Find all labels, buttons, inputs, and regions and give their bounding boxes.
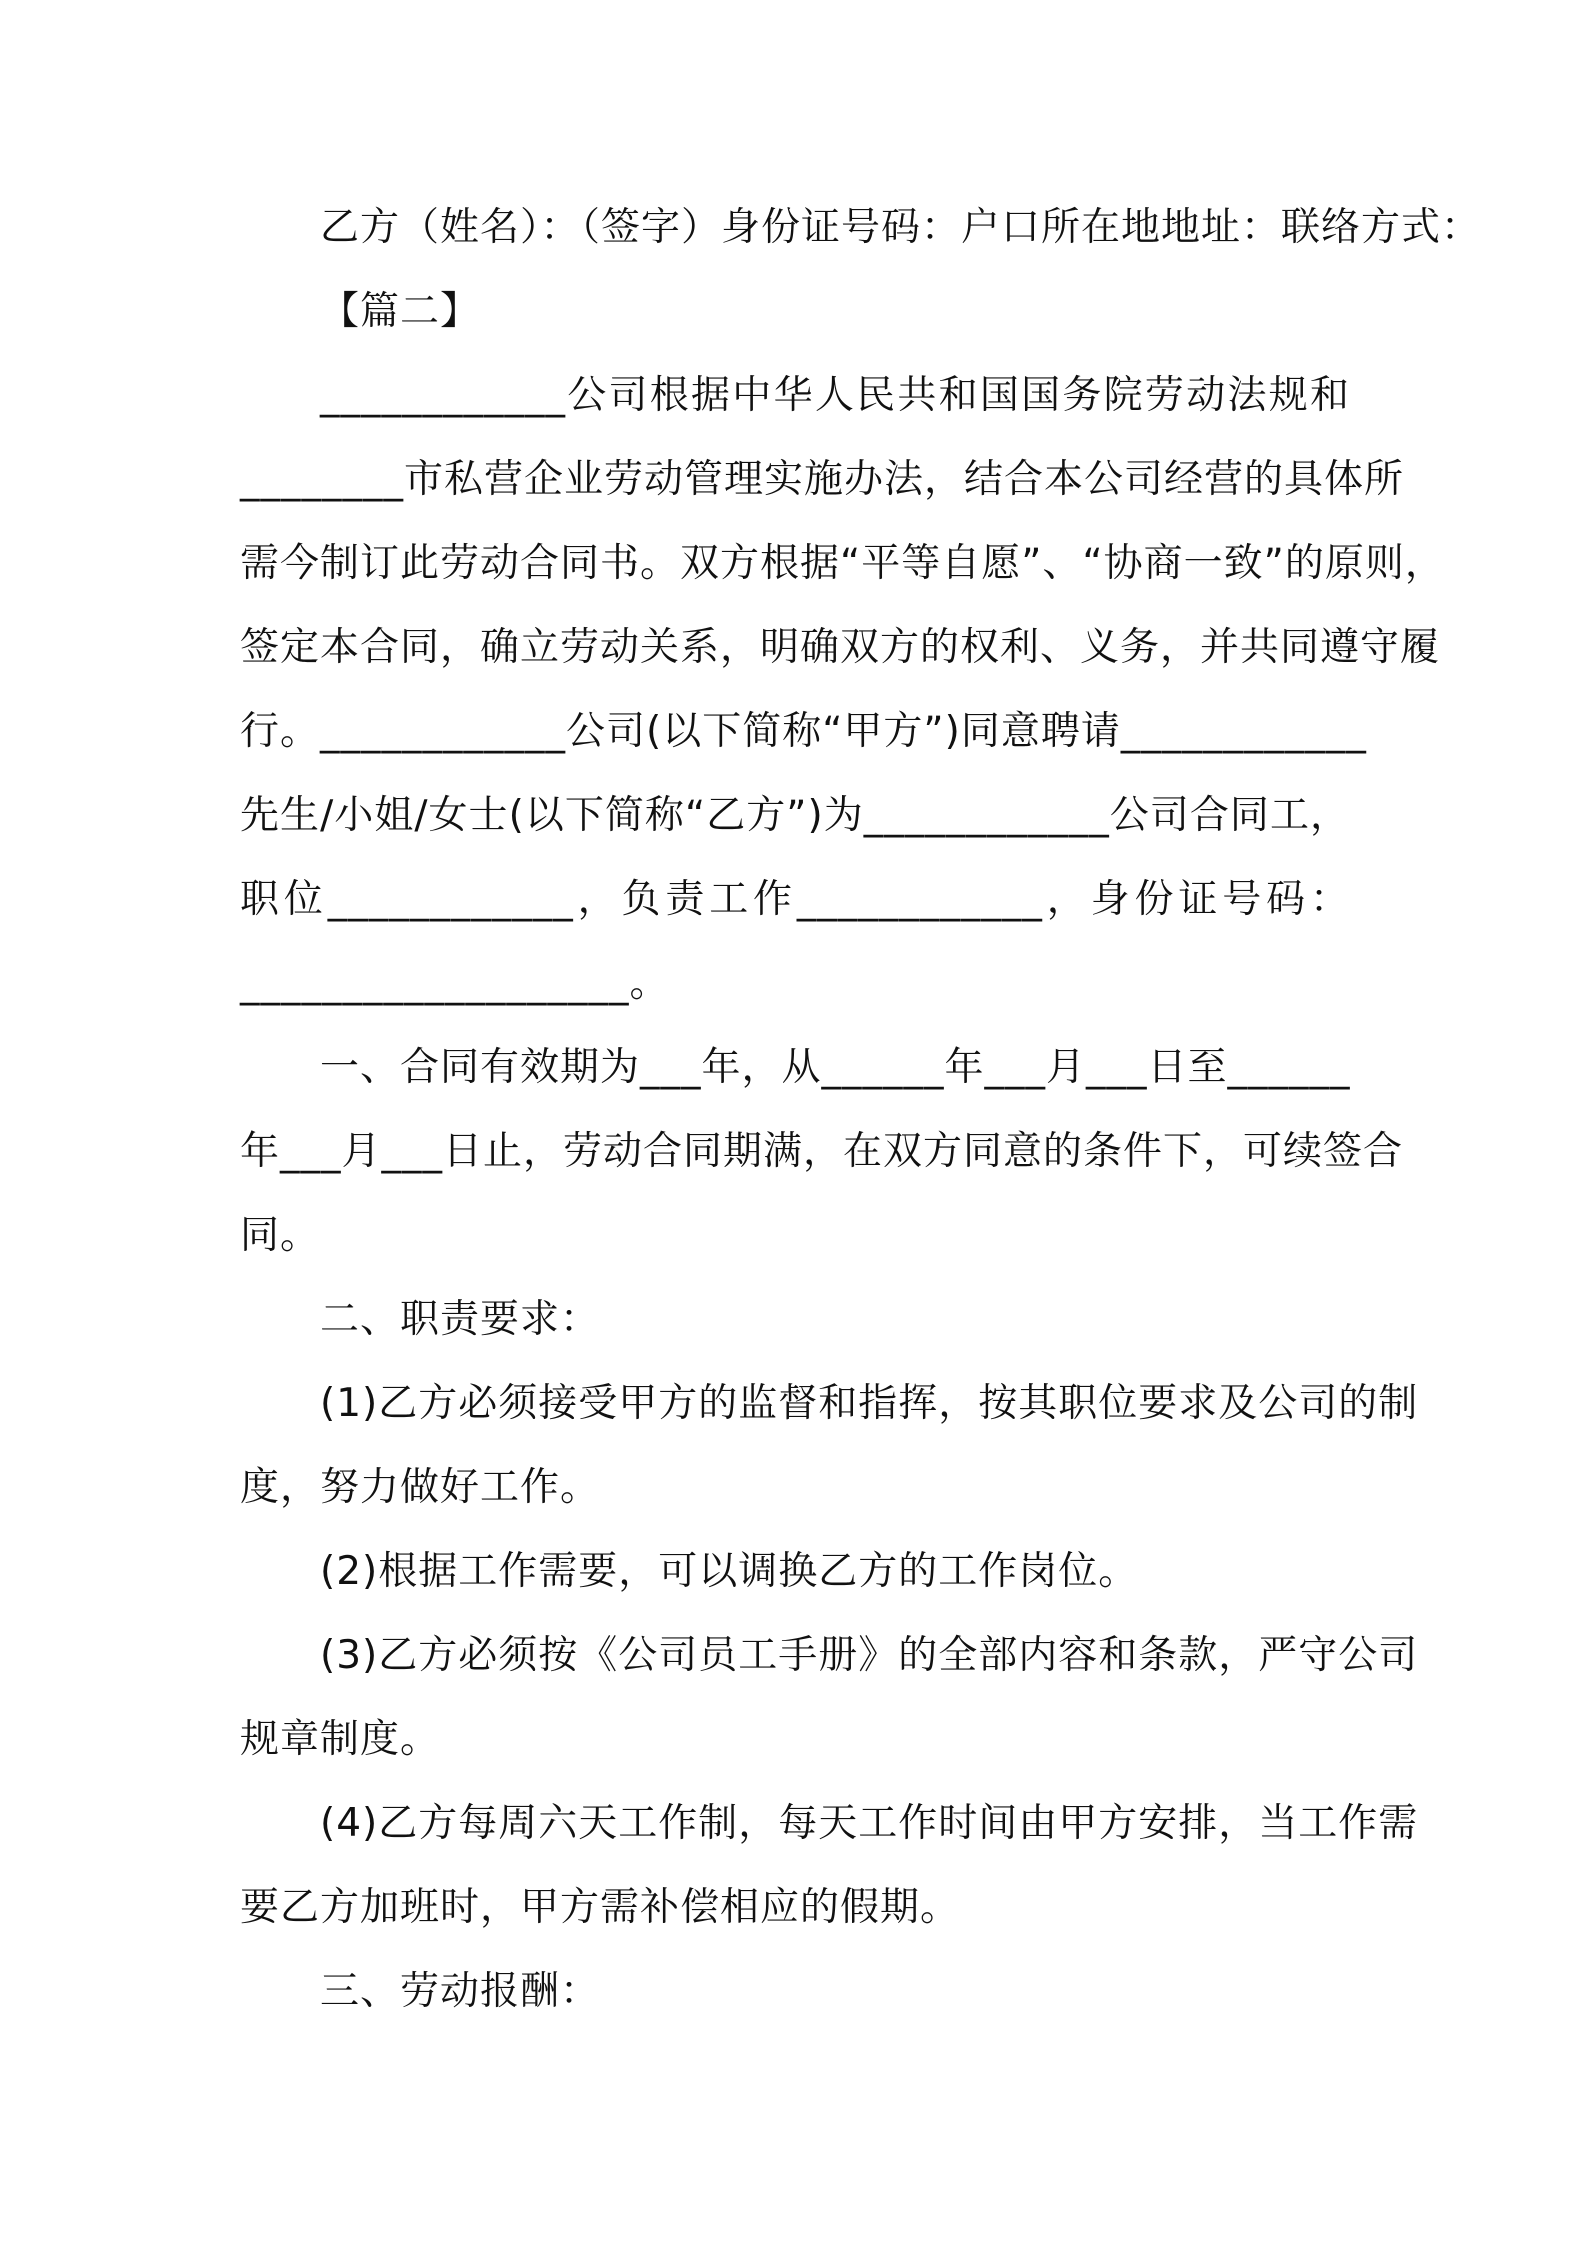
clause-2-item-1-line-2: 度，努力做好工作。 (240, 1465, 601, 1510)
clause-2-item-1-line-1: (1)乙方必须接受甲方的监督和指挥，按其职位要求及公司的制 (320, 1381, 1419, 1426)
clause-1-line-1: 一、合同有效期为___年，从______年___月___日至______ (320, 1045, 1351, 1090)
clause-2-item-3-line-1: (3)乙方必须按《公司员工手册》的全部内容和条款，严守公司 (320, 1633, 1419, 1678)
clause-2-item-3-line-2: 规章制度。 (240, 1717, 441, 1762)
clause-2-item-4-line-1: (4)乙方每周六天工作制，每天工作时间由甲方安排，当工作需 (320, 1801, 1419, 1846)
clause-2-item-4-line-2: 要乙方加班时，甲方需补偿相应的假期。 (240, 1885, 961, 1930)
clause-2-heading: 二、职责要求： (320, 1297, 601, 1342)
preamble-line-8: ___________________。 (240, 961, 670, 1006)
preamble-line-1: ____________公司根据中华人民共和国国务院劳动法规和 (320, 373, 1350, 418)
section-heading-part-two: 【篇二】 (320, 289, 481, 334)
clause-3-heading: 三、劳动报酬： (320, 1969, 601, 2014)
preamble-line-4: 签定本合同，确立劳动关系，明确双方的权利、义务，并共同遵守履 (240, 625, 1441, 670)
clause-2-item-2: (2)根据工作需要，可以调换乙方的工作岗位。 (320, 1549, 1139, 1594)
preamble-line-3: 需今制订此劳动合同书。双方根据“平等自愿”、“协商一致”的原则， (240, 541, 1445, 586)
preamble-line-6: 先生/小姐/女士(以下简称“乙方”)为____________公司合同工， (240, 793, 1350, 838)
preamble-line-2: ________市私营企业劳动管理实施办法，结合本公司经营的具体所 (240, 457, 1405, 502)
party-b-info-line: 乙方（姓名）：（签字）身份证号码：户口所在地地址：联络方式： (320, 205, 1482, 250)
preamble-line-7: 职位____________，负责工作____________，身份证号码： (240, 877, 1350, 922)
clause-1-line-2: 年___月___日止，劳动合同期满，在双方同意的条件下，可续签合 (240, 1129, 1404, 1174)
preamble-line-5: 行。____________公司(以下简称“甲方”)同意聘请____________ (240, 709, 1367, 754)
clause-1-line-3: 同。 (240, 1213, 321, 1258)
